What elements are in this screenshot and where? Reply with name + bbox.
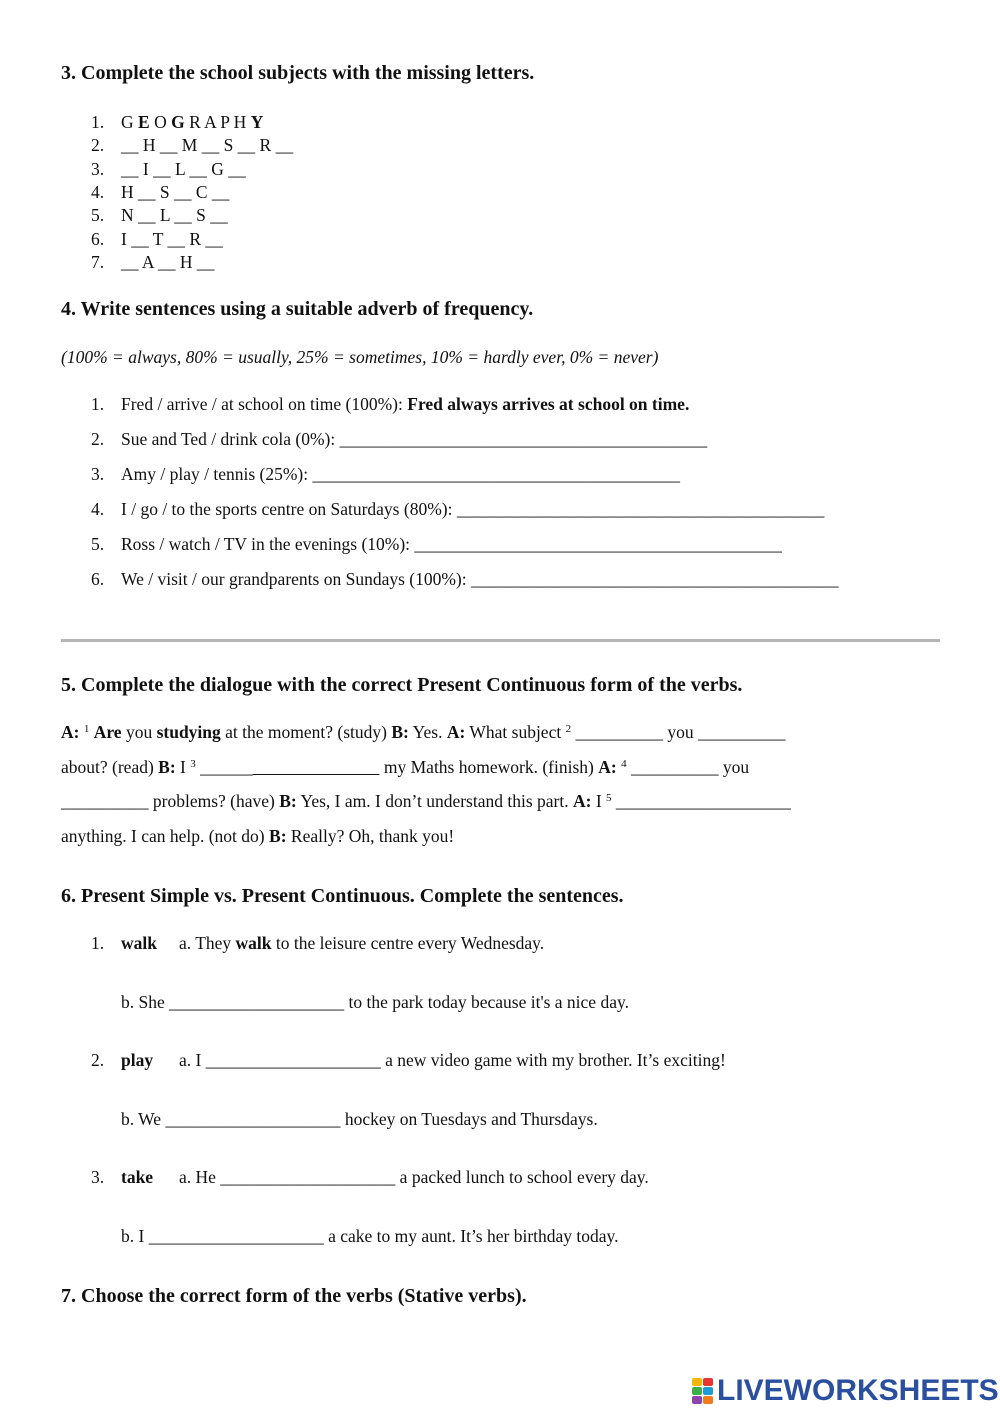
sentence-b: b. She ____________________ to the park today because it's a nice day. — [121, 992, 629, 1012]
sentence-item: Ross / watch / TV in the evenings (10%): __________________________________________ — [121, 534, 782, 554]
subject-item: G E O G R A P H Y — [121, 112, 264, 132]
list-item-number: 7. — [91, 251, 105, 272]
list-item-number: 2. — [91, 135, 105, 156]
list-item-number: 5. — [91, 534, 105, 554]
sentence-item: Sue and Ted / drink cola (0%): __________________________________________ — [121, 429, 708, 449]
section-6-title: 6. Present Simple vs. Present Continuous. Complete the sentences. — [61, 885, 624, 907]
section-3-title: 3. Complete the school subjects with the missing letters. — [61, 62, 535, 84]
section-7-title: 7. Choose the correct form of the verbs (Stative verbs). — [61, 1285, 527, 1307]
dialogue-line: __________ problems? (have) B: Yes, I am. I don’t understand this part. A: I $^5$ ____________________ — [61, 791, 791, 812]
list-item-number: 3. — [91, 1167, 105, 1187]
sentence-a: a. I ____________________ a new video game with my brother. It’s exciting! — [179, 1050, 726, 1070]
subject-item: I __ T __ R __ — [121, 228, 223, 249]
subject-item: __ H __ M __ S __ R __ — [121, 135, 294, 156]
subject-item: H __ S __ C __ — [121, 181, 230, 202]
verb-label: walk — [121, 933, 157, 953]
list-item-number: 1. — [91, 933, 105, 953]
dialogue-line: about? (read) B: I $^3$ ______ my Maths homework. (finish) A: $^4$ __________ you — [61, 756, 750, 777]
verb-label: play — [121, 1050, 154, 1070]
verb-label: take — [121, 1167, 154, 1187]
sentence-item: We / visit / our grandparents on Sundays (100%): __________________________________________ — [121, 569, 839, 589]
list-item-number: 5. — [91, 205, 105, 226]
subject-item: __ I __ L __ G __ — [121, 158, 246, 179]
list-item-number: 4. — [91, 181, 105, 202]
section-5-title: 5. Complete the dialogue with the correct Present Continuous form of the verbs. — [61, 674, 743, 696]
sentence-b: b. We ____________________ hockey on Tuesdays and Thursdays. — [121, 1109, 598, 1129]
frequency-note: (100% = always, 80% = usually, 25% = sometimes, 10% = hardly ever, 0% = never) — [61, 347, 659, 367]
logo-mark-icon — [692, 1378, 714, 1404]
subject-item: N __ L __ S __ — [121, 205, 228, 226]
sentence-a: a. He ____________________ a packed lunch to school every day. — [179, 1167, 649, 1187]
list-item-number: 3. — [91, 464, 105, 484]
subject-item: __ A __ H __ — [121, 251, 215, 272]
section-divider — [61, 639, 940, 642]
sentence-a: a. They walk to the leisure centre every Wednesday. — [179, 933, 545, 953]
sentence-item: I / go / to the sports centre on Saturdays (80%): __________________________________________ — [121, 499, 825, 519]
sentence-item: Amy / play / tennis (25%): __________________________________________ — [121, 464, 681, 484]
list-item-number: 6. — [91, 228, 105, 249]
list-item-number: 4. — [91, 499, 105, 519]
dialogue-line: A: $^1$ Are you studying at the moment? (study) B: Yes. A: What subject $^2$ __________ you __________ — [61, 722, 786, 742]
list-item-number: 1. — [91, 112, 105, 132]
list-item-number: 2. — [91, 1050, 105, 1070]
dialogue-line: anything. I can help. (not do) B: Really? Oh, thank you! — [61, 826, 455, 847]
liveworksheets-logo — [692, 1374, 999, 1408]
section-4-title: 4. Write sentences using a suitable adverb of frequency. — [61, 298, 534, 320]
logo-text: LIVEWORKSHEETS — [717, 1374, 999, 1407]
list-item-number: 3. — [91, 158, 105, 179]
list-item-number: 1. — [91, 394, 105, 414]
sentence-item: Fred / arrive / at school on time (100%): Fred always arrives at school on time. — [121, 394, 690, 414]
list-item-number: 6. — [91, 569, 105, 589]
list-item-number: 2. — [91, 429, 105, 449]
sentence-b: b. I ____________________ a cake to my aunt. It’s her birthday today. — [121, 1226, 619, 1246]
